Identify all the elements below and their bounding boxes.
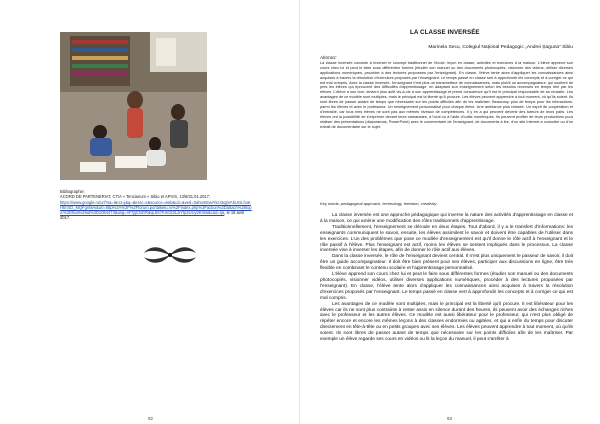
bibliography-date: , le 18 avril 2017.	[60, 210, 245, 221]
decorative-ornament-icon	[138, 243, 202, 267]
classroom-photo	[60, 32, 207, 180]
bibliography-heading: Bibliographie:	[60, 189, 85, 194]
paragraph: Traditionnellement, l'enseignement se déroule en deux étapes. Tout d'abord, il y a le transfert d'informations: les enseignants communiquent le savoir, ensuite, les élèves assimilent le savoir et doivent être capables de l'utiliser dans les exercices. L'un des problèmes que pose ce modèle d'enseignement est qu'il donne le rôle actif à l'enseignant et le rôle passif à l'élève. Plus l'enseignant est actif, moins les élèves se sentent impliqués dans le processus. La classe inversée vise à inverser les étapes, afin de donner le rôle actif aux élèves.	[320, 224, 573, 254]
abstract-heading: Abstract:	[320, 55, 337, 60]
bibliography-citation: ACORD DE PARTENERIAT, CTIA « Tenzianum » Sibiu et APIVS, 13/8/31.01.2017;	[60, 194, 211, 200]
paragraph: Les avantages de ce modèle sont multiples, mais le principal est la liberté qu'il procure. Il est libérateur pour les élèves car ils ne sont plus contraints à rester assis en silence durant des heures, ils peuvent avoir des échanges riches avec le professeur et les autres élèves. Ce modèle est aussi libérateur pour le professeur, qui n'est plus obligé de répéter encore et encore les mêmes leçons à des classes endormies ou agitées, et qui a enfin du temps pour discuter directement en tête-à-tête ou en petits groupes avec ses élèves. Les élèves peuvent apprendre à tout moment, où qu'ils soient. Ils sont libres de passer autant de temps que nécessaire sur les points difficiles afin de les maîtriser. Par exemple un élève regarde ses cours en vidéos ou lit la leçon du manuel, il peut s'arrêter à	[320, 301, 573, 343]
page-number-left: 92	[148, 416, 154, 421]
paragraph: Dans la classe inversée, le rôle de l'enseignant devient central. Il n'est plus uniquement le passeur de savoir, il doit être un guide accompagnateur. Il doit être bien présent pour ses élèves, participer aux discussions en ligne, être très flexible en combinant le contenu scolaire et l'apprentissage personnalisé.	[320, 254, 573, 272]
bibliography-link[interactable]: https://www.google.ro/url?sa=i&rct=j&q=&esrc=s&source=web&cd=&ved=0ahUKEwiYkcr3qIjVAhUGLhoKHfmXD_MQFgnMAi&url=http%3A%2F%2Fforum.portalkelu.ro%2Findex.php%3Faction%3Dattach%26topic%3D0oa%26id%3D1064474&usg=AFQjCNGRdqL5S7KmGt3L2iYtp2UUy2KhIw&cad=rja	[60, 199, 252, 216]
bibliography	[60, 189, 252, 221]
paragraph: La classe inversée est une approche pédagogique qui inverse la nature des activités d'apprentissage en classe et à la maison, ce qui amène une modification des rôles traditionnels d'apprentissage.	[320, 213, 573, 224]
page-number-right: 93	[447, 416, 453, 421]
article-body	[320, 213, 573, 343]
keywords: Key words: pedagogical approach, technology, freedom, creativity.	[320, 201, 438, 206]
paragraph: L'élève apprend son cours chez lui et peut le faire sous différentes formes (étudier son manuel ou des documents photocopiés, visionner vidéos, utiliser diverses applications numériques, procéder à des lectures proposées par l'enseignant). En classe, l'élève tente alors d'appliquer les connaissances ainsi acquises à travers la résolution d'exercices proposés par l'enseignant. Le temps passé en classe sert à approfondir les concepts et à corriger ce qui est mal compris.	[320, 272, 573, 301]
abstract	[320, 56, 573, 130]
right-page	[300, 0, 600, 424]
abstract-text: La classe inversée consiste à inverser le concept traditionnel de l'école: leçon en classe, activités et exercices à la maison. L'élève apprend son cours chez lui et peut le faire sous différentes formes (étudier son manuel ou des documents photocopiés, visionner des vidéos, utiliser diverses applications numériques, procéder à des lectures proposées par l'enseignant). En classe, l'élève tente alors d'appliquer les connaissances ainsi acquises à travers la résolution d'exercices proposés par l'enseignant. Le temps passé en classe sert à approfondir les concepts et à corriger ce qui est mal compris. Avec la classe inversée, l'enseignant n'est plus un transmetteur de connaissances, mais plutôt un accompagnateur, qui soutient de près les élèves qui éprouvent des difficultés d'apprentissage, en adaptant son enseignement selon les besoins recensés en temps réel par les élèves. L'élève a son tour, devient plus actif vis-à-vis à son apprentissage et prend conscience qu'il est le principal responsable de sa réussite. Les avantages de ce modèle sont multiples, mais le principal est la liberté qu'il procure. Les élèves peuvent apprendre à tout moment, où qu'ils soient. Ils sont libres de passer autant de temps que nécessaire sur les points difficiles afin de les maîtriser. Beaucoup plus de temps pour les interactions: parmi les élèves et avec le professeur. Un enseignement personnalisé pour chaque élève. Une ambiance plus relaxée. Un esprit de coopération et d'entraide, car tous mes élèves ne sont pas aux mêmes niveaux de compétences. Il y en a qui peuvent devenir des tuteurs de leurs pairs. Les élèves ont la possibilité de s'exprimer devant leurs camarades, à l'oral ou à l'aide d'outils numériques. Ils peuvent profiter de leurs productions pour réaliser des présentations (diaporamas, PowerPoint) avec le commentaire de l'enseignant, de documents à lire, d'un site Internet à consulter ou d'un extrait de documentaire sur le sujet.	[320, 60, 573, 129]
article-author: Marinela Secu, Colegiul Național Pedagogic „Andrei Șaguna” Sibiu	[428, 45, 573, 50]
article-title: LA CLASSE INVERSÉE	[410, 29, 480, 36]
classroom-photo-image	[60, 32, 207, 180]
